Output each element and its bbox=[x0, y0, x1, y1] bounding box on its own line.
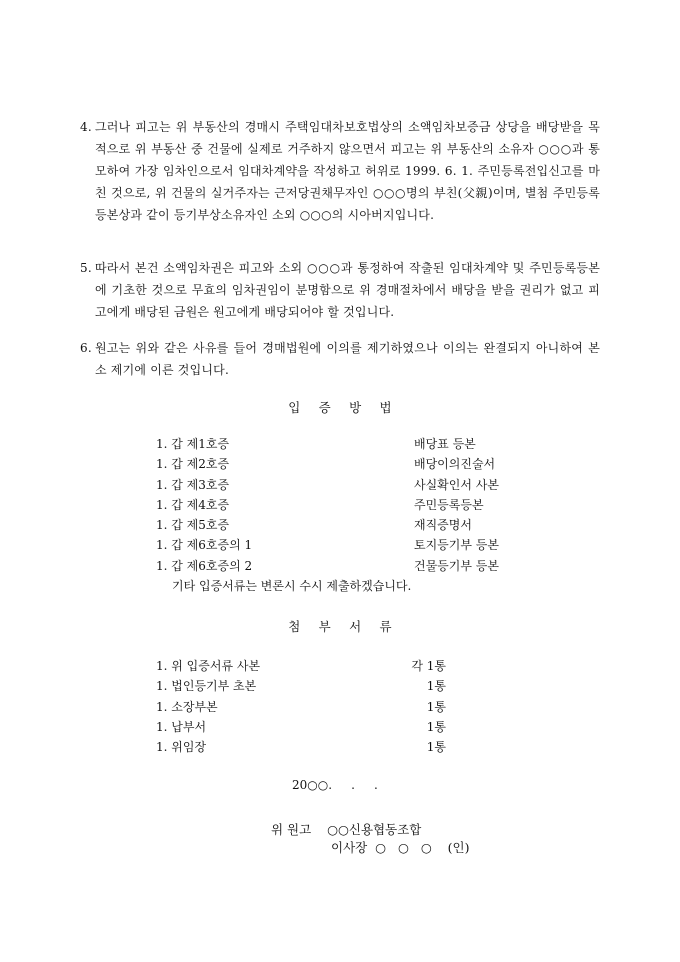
attachment-count: 각 1통 bbox=[411, 659, 446, 673]
paragraph-number: 5. bbox=[80, 261, 92, 275]
list-item bbox=[156, 556, 499, 576]
attachment-count: 1통 bbox=[426, 719, 446, 734]
list-item bbox=[156, 697, 456, 717]
evidence-number: 1. 갑 제2호증 bbox=[156, 457, 230, 472]
attachment-count: 1통 bbox=[426, 699, 446, 714]
attachment-title: 1. 위임장 bbox=[156, 740, 207, 755]
paragraph-5 bbox=[80, 257, 600, 323]
paragraph-4 bbox=[80, 116, 600, 226]
evidence-title: 재직증명서 bbox=[414, 518, 472, 533]
evidence-title: 건물등기부 등본 bbox=[414, 558, 499, 573]
evidence-list bbox=[156, 434, 499, 576]
evidence-title: 토지등기부 등본 bbox=[414, 538, 499, 553]
paragraph-number: 4. bbox=[80, 120, 92, 134]
evidence-number: 1. 갑 제5호증 bbox=[156, 518, 230, 533]
list-item bbox=[156, 454, 496, 474]
attachment-title: 1. 위 입증서류 사본 bbox=[156, 659, 261, 673]
attachment-title: 1. 소장부본 bbox=[156, 699, 218, 714]
evidence-title: 배당이의진술서 bbox=[414, 457, 496, 472]
list-item bbox=[156, 717, 456, 737]
evidence-note: 기타 입증서류는 변론시 수시 제출하겠습니다. bbox=[172, 579, 412, 593]
paragraph-text: 그러나 피고는 위 부동산의 경매시 주택임대차보호법상의 소액임차보증금 상당을 배당받을 목적으로 위 부동산 중 건물에 실제로 거주하지 않으면서 피고는 위 부동산의 소유자 ○○○과 통모하여 가장 임차인으로서 임대차계약을 작성하고 허위로 1999. 6. 1. 주민등록전입신고를 마친 것으로, 위 건물의 실거주자는 근저당권채무자인 ○○○명의 부친(父親)이며, 별첨 주민등록등본상과 같이 등기부상소유자인 소외 ○○○의 시아버지입니다. bbox=[95, 120, 600, 222]
list-item bbox=[156, 475, 499, 495]
evidence-number: 1. 갑 제6호증의 1 bbox=[156, 538, 253, 553]
evidence-number: 1. 갑 제4호증 bbox=[156, 497, 230, 512]
list-item bbox=[156, 495, 496, 515]
attachment-count: 1통 bbox=[426, 740, 446, 755]
list-item bbox=[156, 515, 496, 535]
evidence-number: 1. 갑 제3호증 bbox=[156, 477, 230, 492]
list-item bbox=[156, 535, 499, 555]
paragraph-number: 6. bbox=[80, 341, 92, 355]
paragraph-6 bbox=[80, 337, 600, 381]
signature-plaintiff: 위 원고 ○○신용협동조합 bbox=[271, 822, 422, 837]
list-item bbox=[156, 676, 456, 696]
paragraph-text: 따라서 본건 소액임차권은 피고와 소외 ○○○과 통정하여 작출된 임대차계약 및 주민등록등본에 기초한 것으로 무효의 임차권임이 분명함으로 위 경매절차에서 배당을 받을 권리가 없고 피고에게 배당된 금원은 원고에게 배당되어야 할 것입니다. bbox=[95, 261, 600, 319]
attachment-count: 1통 bbox=[426, 679, 446, 694]
evidence-number: 1. 갑 제6호증의 2 bbox=[156, 558, 253, 573]
evidence-number: 1. 갑 제1호증 bbox=[156, 437, 230, 451]
attachment-title: 1. 법인등기부 초본 bbox=[156, 679, 257, 694]
paragraph-text: 원고는 위와 같은 사유를 들어 경매법원에 이의를 제기하였으나 이의는 완결되지 아니하여 본 소 제기에 이른 것입니다. bbox=[95, 341, 600, 377]
attachments-heading: 첨 부 서 류 bbox=[288, 619, 392, 634]
signature-representative: 이사장 ○ ○ ○ (인) bbox=[331, 840, 470, 855]
evidence-title: 주민등록등본 bbox=[414, 497, 484, 512]
evidence-title: 배당표 등본 bbox=[414, 437, 476, 451]
list-item bbox=[156, 656, 456, 676]
document-date: 20○○. . . bbox=[292, 778, 378, 792]
evidence-title: 사실확인서 사본 bbox=[414, 477, 499, 492]
list-item bbox=[156, 434, 496, 454]
evidence-heading: 입 증 방 법 bbox=[288, 400, 392, 415]
attachment-title: 1. 납부서 bbox=[156, 719, 207, 734]
attachments-list bbox=[156, 656, 456, 757]
list-item bbox=[156, 737, 456, 757]
